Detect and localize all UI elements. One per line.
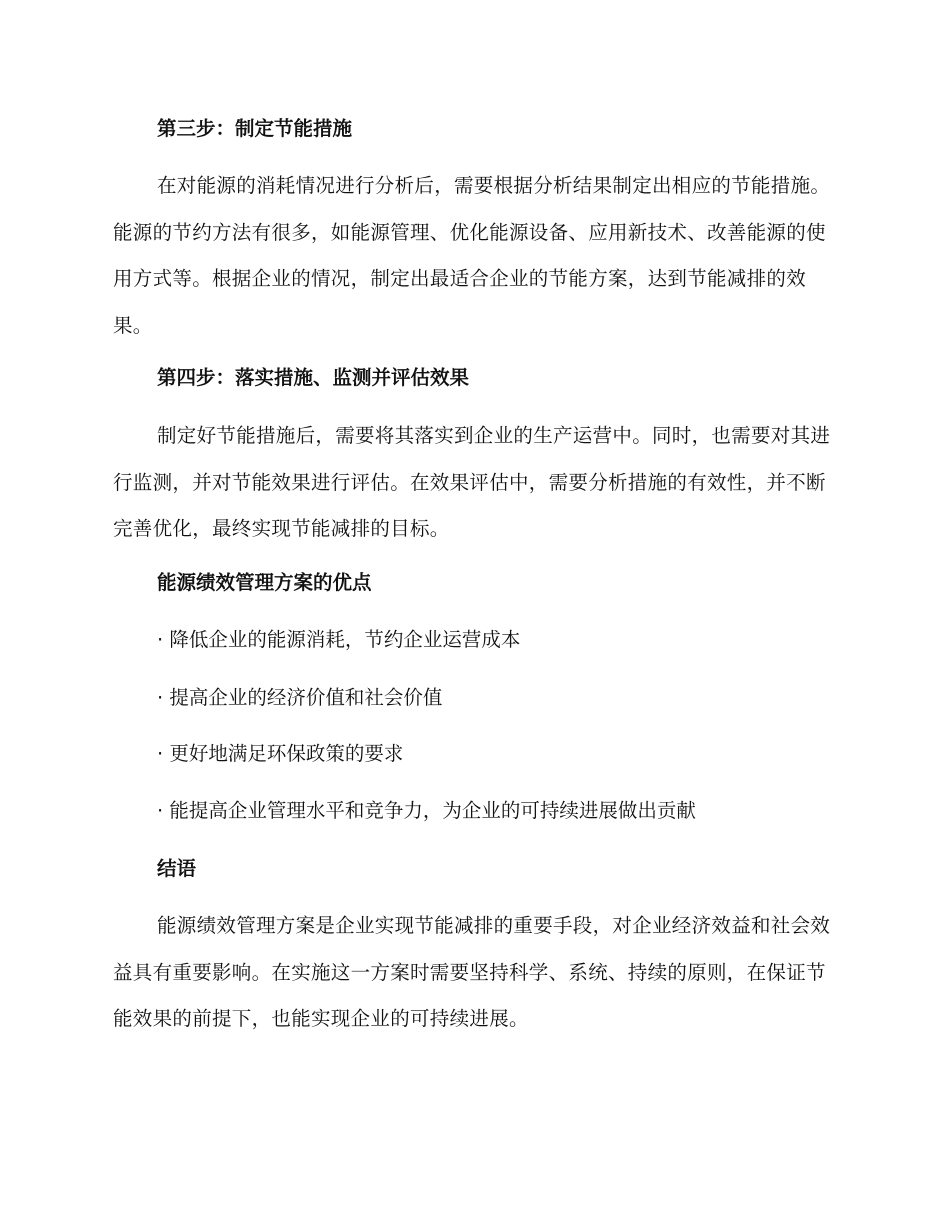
- advantage-item-1: · 降低企业的能源消耗，节约企业运营成本: [157, 628, 521, 651]
- step4-paragraph: 制定好节能措施后，需要将其落实到企业的生产运营中。同时，也需要对其进行监测，并对节能效果进行评估。在效果评估中，需要分析措施的有效性，并不断完善优化，最终实现节能减排的目标。: [113, 424, 831, 540]
- step3-heading: 第三步：制定节能措施: [157, 117, 353, 140]
- advantage-item-3: · 更好地满足环保政策的要求: [157, 742, 404, 765]
- advantage-item-2: · 提高企业的经济价值和社会价值: [157, 686, 443, 709]
- advantages-heading: 能源绩效管理方案的优点: [157, 571, 372, 594]
- conclusion-paragraph: 能源绩效管理方案是企业实现节能减排的重要手段，对企业经济效益和社会效益具有重要影响。在实施这一方案时需要坚持科学、系统、持续的原则，在保证节能效果的前提下，也能实现企业的可持续进展。: [113, 914, 831, 1030]
- step3-paragraph: 在对能源的消耗情况进行分析后，需要根据分析结果制定出相应的节能措施。能源的节约方法有很多，如能源管理、优化能源设备、应用新技术、改善能源的使用方式等。根据企业的情况，制定出最适合企业的节能方案，达到节能减排的效果。: [113, 174, 831, 337]
- advantage-item-4: · 能提高企业管理水平和竞争力，为企业的可持续进展做出贡献: [157, 799, 696, 822]
- step4-heading: 第四步：落实措施、监测并评估效果: [157, 366, 470, 389]
- conclusion-heading: 结语: [157, 857, 197, 880]
